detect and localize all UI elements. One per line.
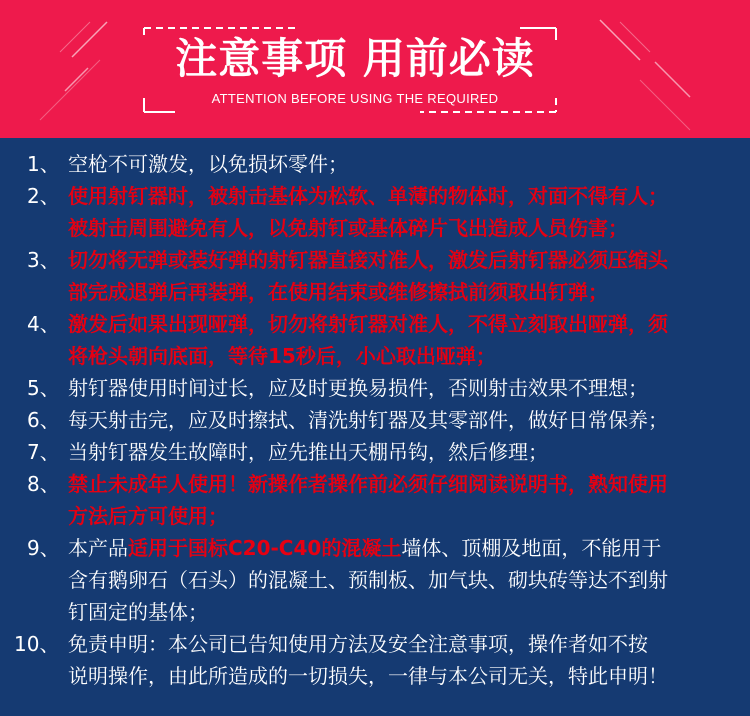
item-number: 2、 — [27, 184, 60, 208]
item-number: 9、 — [27, 536, 60, 560]
list-item — [0, 436, 750, 468]
deco-line — [620, 22, 650, 52]
item-text: 将枪头朝向底面，等待15秒后，小心取出哑弹； — [68, 344, 496, 368]
list-item — [0, 180, 750, 244]
list-item — [0, 372, 750, 404]
item-text: 使用射钉器时，被射击基体为松软、单薄的物体时，对面不得有人； — [68, 184, 668, 208]
list-item — [0, 628, 750, 692]
item-number: 1、 — [27, 152, 60, 176]
item-number: 8、 — [27, 472, 60, 496]
item-text: 钉固定的基体； — [68, 600, 208, 624]
item-text: 每天射击完，应及时擦拭、清洗射钉器及其零部件，做好日常保养； — [68, 408, 668, 432]
item-text: 被射击周围避免有人，以免射钉或基体碎片飞出造成人员伤害； — [68, 216, 628, 240]
header-banner — [0, 0, 750, 138]
deco-line — [655, 62, 690, 97]
item-text: 方法后方可使用； — [68, 504, 228, 528]
item-text — [0, 532, 750, 564]
notice-list — [0, 148, 750, 692]
item-text: 射钉器使用时间过长，应及时更换易损件，否则射击效果不理想； — [68, 376, 648, 400]
item-text-part: 本产品 — [68, 536, 128, 560]
item-number: 5、 — [27, 376, 60, 400]
item-text: 禁止未成年人使用！新操作者操作前必须仔细阅读说明书，熟知使用 — [68, 472, 668, 496]
page-subtitle: ATTENTION BEFORE USING THE REQUIRED — [211, 91, 499, 106]
list-item — [0, 468, 750, 532]
item-text-highlight: 适用于国标C20-C40的混凝土 — [128, 536, 402, 560]
item-number: 6、 — [27, 408, 60, 432]
list-item — [0, 308, 750, 372]
deco-line — [65, 68, 88, 91]
deco-line — [640, 80, 690, 130]
item-number: 3、 — [27, 248, 60, 272]
item-text: 切勿将无弹或装好弹的射钉器直接对准人，激发后射钉器必须压缩头 — [68, 248, 668, 272]
item-text: 免责申明：本公司已告知使用方法及安全注意事项，操作者如不按 — [68, 632, 648, 656]
deco-line — [600, 20, 640, 60]
list-item — [0, 244, 750, 308]
item-text: 激发后如果出现哑弹，切勿将射钉器对准人，不得立刻取出哑弹，须 — [68, 312, 668, 336]
item-number: 4、 — [27, 312, 60, 336]
item-text: 说明操作，由此所造成的一切损失，一律与本公司无关，特此申明！ — [68, 664, 668, 688]
item-text: 空枪不可激发，以免损坏零件； — [68, 152, 348, 176]
item-number: 10、 — [14, 632, 60, 656]
page-title: 注意事项 用前必读 — [175, 34, 535, 83]
item-number: 7、 — [27, 440, 60, 464]
deco-line — [72, 22, 107, 57]
list-item — [0, 532, 750, 628]
deco-line — [40, 60, 100, 120]
list-item — [0, 148, 750, 180]
item-text: 含有鹅卵石（石头）的混凝土、预制板、加气块、砌块砖等达不到射 — [68, 568, 668, 592]
list-item — [0, 404, 750, 436]
item-text: 当射钉器发生故障时，应先推出天棚吊钩，然后修理； — [68, 440, 548, 464]
item-text-part: 墙体、顶棚及地面，不能用于 — [401, 536, 662, 560]
deco-line — [60, 22, 90, 52]
item-text: 部完成退弹后再装弹，在使用结束或维修擦拭前须取出钉弹； — [68, 280, 608, 304]
